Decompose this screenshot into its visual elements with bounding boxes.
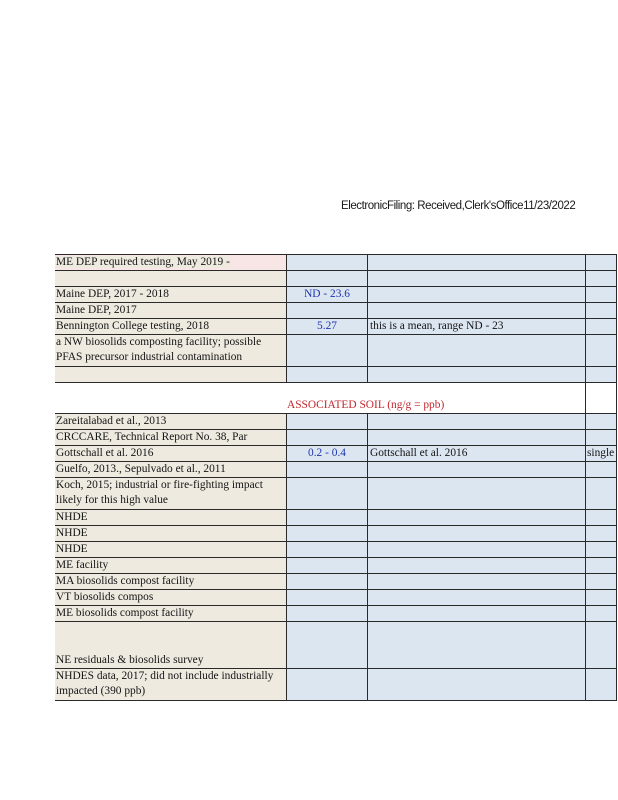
extra-cell [585,526,617,541]
table-row [55,271,617,287]
value-cell [286,367,367,382]
source-cell: ME DEP required testing, May 2019 - [55,255,286,270]
source-cell: Koch, 2015; industrial or fire-fighting impact likely for this high value [55,478,286,509]
extra-cell [585,574,617,589]
section-header-row [55,383,617,414]
source-cell: NHDE [55,510,286,525]
value-cell [286,510,367,525]
value-cell: 0.2 - 0.4 [286,446,367,461]
value-cell [286,558,367,573]
note-cell [367,558,585,573]
extra-cell [585,622,617,668]
note-cell [367,574,585,589]
value-cell [286,622,367,668]
extra-cell [585,558,617,573]
table-row [55,319,617,335]
electronic-filing-stamp: ElectronicFiling: Received,Clerk'sOffice11/23/2022 [341,200,576,212]
table-row [55,558,617,574]
note-cell: Gottschall et al. 2016 [367,446,585,461]
extra-cell [585,669,617,700]
table-row [55,542,617,558]
value-cell [286,255,367,270]
source-cell: NHDE [55,542,286,557]
value-cell [286,271,367,286]
note-cell [367,414,585,429]
table-row [55,526,617,542]
source-cell: VT biosolids compos [55,590,286,605]
value-cell [286,574,367,589]
table-row [55,478,617,510]
table-row [55,590,617,606]
table-row [55,303,617,319]
table-row [55,510,617,526]
value-cell [286,430,367,445]
table-row [55,669,617,701]
note-cell: this is a mean, range ND - 23 [367,319,585,334]
value-cell [286,606,367,621]
source-cell: NHDES data, 2017; did not include industrially impacted (390 ppb) [55,669,286,700]
note-cell [367,606,585,621]
value-cell: ND - 23.6 [286,287,367,302]
table-row [55,335,617,367]
note-cell [367,462,585,477]
source-cell: Guelfo, 2013., Sepulvado et al., 2011 [55,462,286,477]
extra-cell [585,590,617,605]
value-cell [286,335,367,366]
source-cell: CRCCARE, Technical Report No. 38, Par [55,430,286,445]
source-cell: Bennington College testing, 2018 [55,319,286,334]
extra-cell [585,430,617,445]
extra-cell [585,462,617,477]
extra-cell [585,367,617,382]
note-cell [367,367,585,382]
data-table [55,254,617,701]
table-row [55,430,617,446]
note-cell [367,526,585,541]
note-cell [367,287,585,302]
table-row [55,574,617,590]
source-cell: Maine DEP, 2017 [55,303,286,318]
source-cell: Zareitalabad et al., 2013 [55,414,286,429]
table-row [55,606,617,622]
value-cell [286,478,367,509]
source-cell: MA biosolids compost facility [55,574,286,589]
table-row [55,287,617,303]
extra-cell [585,303,617,318]
note-cell [367,622,585,668]
value-cell: 5.27 [286,319,367,334]
source-cell [55,622,286,668]
extra-cell: single [585,446,617,461]
value-cell [286,462,367,477]
value-cell [286,526,367,541]
table-row [55,622,617,669]
note-cell [367,478,585,509]
extra-cell [585,542,617,557]
source-cell: a NW biosolids composting facility; possible PFAS precursor industrial contamination [55,335,286,366]
note-cell [367,590,585,605]
value-cell [286,542,367,557]
source-cell: Maine DEP, 2017 - 2018 [55,287,286,302]
note-cell [367,271,585,286]
extra-cell [585,478,617,509]
value-cell [286,669,367,700]
extra-cell [585,271,617,286]
note-cell [367,542,585,557]
extra-cell [585,510,617,525]
value-cell [286,414,367,429]
source-cell: ME facility [55,558,286,573]
source-text: NE residuals & biosolids survey [56,654,204,666]
value-cell [286,303,367,318]
extra-cell [585,319,617,334]
table-row [55,255,617,271]
table-row [55,462,617,478]
table-row [55,367,617,383]
table-row [55,446,617,462]
source-cell [55,367,286,382]
source-cell [55,271,286,286]
table-row [55,414,617,430]
section-label-associated-soil: ASSOCIATED SOIL (ng/g = ppb) [287,399,445,411]
note-cell [367,255,585,270]
note-cell [367,335,585,366]
value-cell [286,590,367,605]
blank-cell [55,383,286,413]
note-cell [367,430,585,445]
extra-cell [585,414,617,429]
extra-cell [585,335,617,366]
note-cell [367,303,585,318]
extra-cell [585,287,617,302]
note-cell [367,510,585,525]
source-cell: Gottschall et al. 2016 [55,446,286,461]
extra-cell [585,606,617,621]
blank-cell [585,383,617,413]
note-cell [367,669,585,700]
extra-cell [585,255,617,270]
source-cell: NHDE [55,526,286,541]
source-cell: ME biosolids compost facility [55,606,286,621]
